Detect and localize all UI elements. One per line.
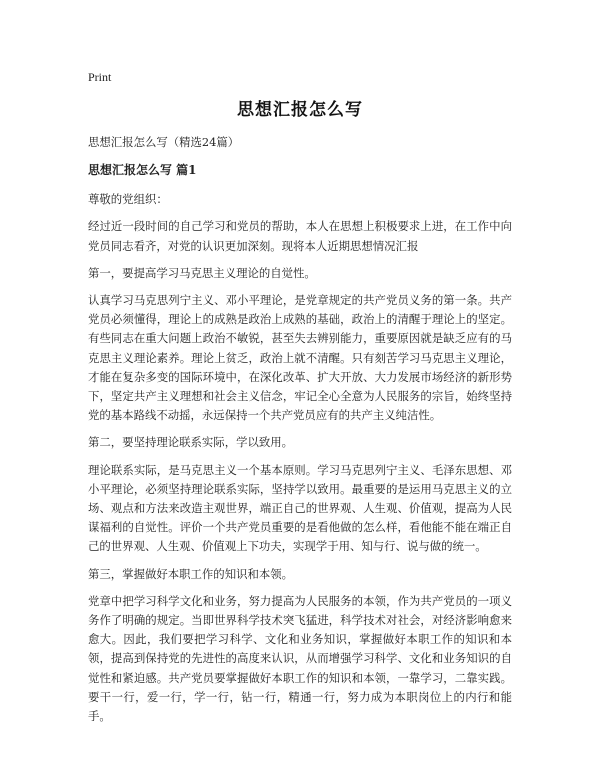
point-heading-1: 第一，要提高学习马克思主义理论的自觉性。 [88,265,316,280]
body-paragraph-1: 认真学习马克思列宁主义、邓小平理论，是党章规定的共产党员义务的第一条。共产党员必须懂得，理论上的成熟是政治上成熟的基础，政治上的清醒于理论上的坚定。有些同志在重大问题上政治不敏锐，甚至失去辨别能力，重要原因就是缺乏应有的马克思主义理论素养。理论上贫乏，政治上就不清醒。只有刻苦学习马克思主义理论，才能在复杂多变的国际环境中，在深化改革、扩大开放、大力发展市场经济的新形势下，坚定共产主义理想和社会主义信念，牢记全心全意为人民服务的宗旨，始终坚持党的基本路线不动摇，永远保持一个共产党员应有的共产主义纯洁性。 [88,293,512,423]
body-paragraph-3: 党章中把学习科学文化和业务，努力提高为人民服务的本领，作为共产党员的一项义务作了明确的规定。当即世界科学技术突飞猛进，科学技术对社会，对经济影响愈来愈大。因此，我们要把学习科学、文化和业务知识，掌握做好本职工作的知识和本领，提高到保持党的先进性的高度来认识，从而增强学习科学、文化和业务知识的自觉性和紧迫感。共产党员要掌握做好本职工作的知识和本领，一靠学习，二靠实践。要干一行，爱一行，学一行，钻一行，精通一行，努力成为本职岗位上的内行和能手。 [88,593,512,724]
section-title: 思想汇报怎么写 篇1 [88,163,197,178]
document-title: 思想汇报怎么写 [237,100,363,120]
point-heading-3: 第三，掌握做好本职工作的知识和本领。 [88,566,294,581]
print-label: Print [88,70,112,84]
document-body [88,133,512,734]
point-heading-2: 第二，要坚持理论联系实际，学以致用。 [88,435,294,450]
body-paragraph-2: 理论联系实际，是马克思主义一个基本原则。学习马克思列宁主义、毛泽东思想、邓小平理论，必须坚持理论联系实际，坚持学以致用。最重要的是运用马克思主义的立场、观点和方法来改造主观世界，端正自己的世界观、人生观、价值观，提高为人民谋福利的自觉性。评价一个共产党员重要的是看他做的怎么样，看他能不能在端正自己的世界观、人生观、价值观上下功夫，实现学于用、知与行、说与做的统一。 [88,462,512,554]
salutation: 尊敬的党组织： [88,192,168,207]
intro-paragraph: 经过近一段时间的自己学习和党员的帮助，本人在思想上积极要求上进，在工作中向党员同志看齐，对党的认识更加深刻。现将本人近期思想情况汇报 [88,219,512,253]
document-subtitle: 思想汇报怎么写（精选24篇） [88,135,240,149]
